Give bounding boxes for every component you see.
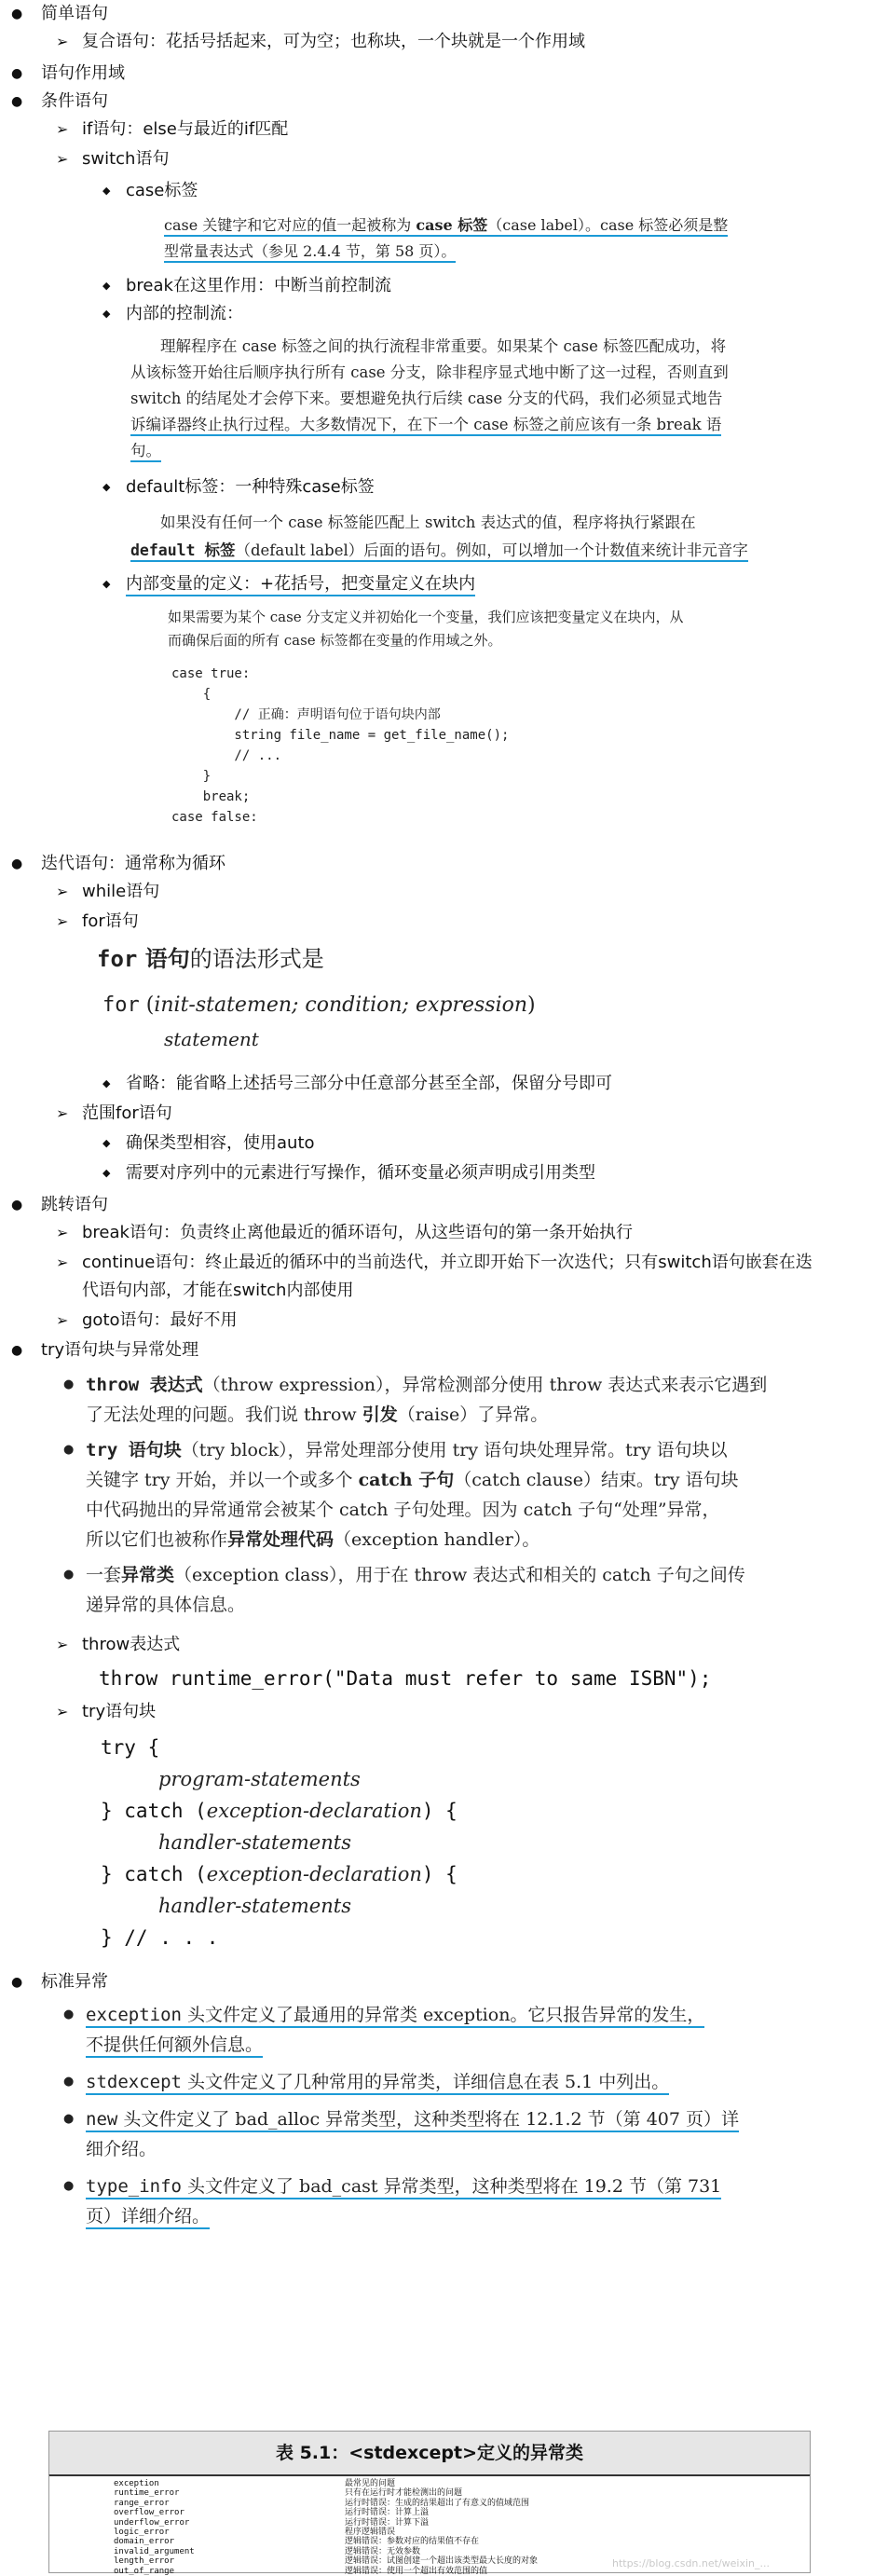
item-break-stmt: ➢ break语句：负责终止离他最近的循环语句，从这些语句的第一条开始执行: [0, 1219, 633, 1247]
item-try-block: ➢ try语句块: [0, 1698, 156, 1726]
table-cell-desc: 逻辑错误：使用一个超出有效范围的值: [345, 2566, 488, 2576]
table-row: [48, 2537, 809, 2546]
item-for: ➢ for语句: [0, 908, 139, 936]
table-cell-name: range_error: [114, 2498, 170, 2508]
item-compound-statement: ➢ 复合语句：花括号括起来，可为空；也称块，一个块就是一个作用域: [0, 28, 585, 56]
item-continue-stmt-cont: 代语句内部，才能在switch内部使用: [82, 1281, 354, 1300]
table-row: [48, 2479, 809, 2488]
table-cell-desc: 最常见的问题: [345, 2479, 396, 2488]
item-range-ref: ◆ 需要对序列中的元素进行写操作，循环变量必须声明成引用类型: [0, 1159, 595, 1187]
heading-iteration: ● 迭代语句：通常称为循环: [0, 850, 225, 878]
heading-simple-statements: ● 简单语句: [0, 0, 108, 28]
book-excerpt-case: case 关键字和它对应的值一起被称为 case 标签（case label）。case 标签必须是整 型常量表达式（参见 2.4.4 节，第 58 页）。: [164, 212, 728, 265]
table-row: [48, 2528, 809, 2537]
item-while: ➢ while语句: [0, 878, 159, 906]
table-cell-name: exception: [114, 2479, 159, 2488]
table-row: [48, 2499, 809, 2508]
table-cell-desc: 逻辑错误：无效参数: [345, 2546, 421, 2556]
heading-statement-scope: ● 语句作用域: [0, 60, 125, 88]
table-cell-desc: 运行时错误：计算上溢: [345, 2508, 430, 2518]
table-cell-desc: 运行时错误：计算下溢: [345, 2517, 430, 2528]
item-internal-flow: ◆ 内部的控制流：: [0, 300, 243, 328]
for-syntax-title: for 语句的语法形式是: [97, 945, 324, 972]
table-title: 表 5.1：<stdexcept>定义的异常类: [48, 2431, 811, 2476]
table-row: [48, 2488, 809, 2498]
item-range-for: ➢ 范围for语句: [0, 1100, 172, 1128]
item-switch: ➢ switch语句: [0, 145, 169, 173]
heading-jump: ● 跳转语句: [0, 1191, 108, 1219]
item-throw-expr: ➢ throw表达式: [0, 1631, 180, 1659]
table-cell-name: underflow_error: [114, 2517, 190, 2528]
table-cell-desc: 逻辑错误：参数对应的结果值不存在: [345, 2537, 480, 2547]
table-cell-desc: 只有在运行时才能检测出的问题: [345, 2488, 463, 2499]
table-row: [48, 2518, 809, 2528]
book-excerpt-std: ● exception 头文件定义了最通用的异常类 exception。它只报告异常的发生， 不提供任何额外信息。 ● stdexcept 头文件定义了几种常用的异常类，详细信息在表 5.1 中列出。 ● new 头文件定义了 bad_alloc 异常类型，这种类型将在 12.1.2 节（第 407 页）详 细介绍。 ● type_info 头文件定义了 bad_cast 异常类型，这种类型将在 19.2 节（第 731 页）详细介绍。: [63, 2000, 865, 2231]
book-excerpt-default: 如果没有任何一个 case 标签能匹配上 switch 表达式的值，程序将执行紧跟在 default 标签（default label）后面的语句。例如，可以增加一个计数值来统计非元音字: [130, 509, 748, 565]
for-syntax-statement: statement: [164, 1028, 259, 1050]
watermark: https://blog.csdn.net/weixin_...: [611, 2557, 770, 2569]
book-excerpt-exceptions: ● throw 表达式（throw expression），异常检测部分使用 throw 表达式来表示它遇到 了无法处理的问题。我们说 throw 引发（raise）了异常。 ● try 语句块（try block），异常处理部分使用 try 语句块处理异常。try 语句块以 关键字 try 开始，并以一个或多个 catch 子句（catch clause）结束。try 语句块 中代码抛出的异常通常会被某个 catch 子句处理。因为 catch 子句“处理”异常， 所以它们也被称作异常处理代码（exception handler）。 ● 一套异常类（exception class），用于在 throw 表达式和相关的 catch 子句之间传 递异常的具体信息。: [63, 1375, 768, 1615]
code-throw: throw runtime_error("Data must refer to same ISBN");: [99, 1667, 712, 1690]
book-excerpt-inner: 如果需要为某个 case 分支定义并初始化一个变量，我们应该把变量定义在块内，从 而确保后面的所有 case 标签都在变量的作用域之外。: [168, 609, 684, 649]
item-case-label: ◆ case标签: [0, 177, 198, 205]
code-try-syntax: try { program-statements } catch (exception-declaration) { handler-statements } catch (exception-declaration) { handler-statements } // . . .: [101, 1736, 457, 1949]
heading-try: ● try语句块与异常处理: [0, 1336, 198, 1364]
item-break-effect: ◆ break在这里作用：中断当前控制流: [0, 272, 391, 300]
table-cell-name: overflow_error: [114, 2508, 184, 2518]
table-cell-desc: 程序逻辑错误: [345, 2528, 396, 2537]
item-if: ➢ if语句：else与最近的if匹配: [0, 116, 288, 144]
item-range-auto: ◆ 确保类型相容，使用auto: [0, 1130, 315, 1158]
for-syntax: for (init-statemen; condition; expression): [102, 993, 536, 1017]
item-default-label: ◆ default标签：一种特殊case标签: [0, 473, 375, 501]
table-cell-name: logic_error: [114, 2528, 170, 2537]
table-cell-desc: 运行时错误：生成的结果超出了有意义的值域范围: [345, 2498, 530, 2508]
item-for-omit: ◆ 省略：能省略上述括号三部分中任意部分甚至全部，保留分号即可: [0, 1070, 612, 1098]
table-row: [48, 2547, 809, 2556]
table-row: [48, 2508, 809, 2517]
item-continue-stmt: ➢ continue语句：终止最近的循环中的当前迭代，并立即开始下一次迭代；只有switch语句嵌套在迭: [0, 1249, 813, 1277]
heading-conditional: ● 条件语句: [0, 88, 108, 116]
book-excerpt-flow: 理解程序在 case 标签之间的执行流程非常重要。如果某个 case 标签匹配成功，将 从该标签开始往后顺序执行所有 case 分支，除非程序显式地中断了这一过程，否则直到 switch 的结尾处才会停下来。要想避免执行后续 case 分支的代码，我们必须显式地告 诉编译器终止执行过程。大多数情况下，在下一个 case 标签之前应该有一条 break 语 句。: [130, 334, 729, 464]
heading-std-exceptions: ● 标准异常: [0, 1968, 108, 1996]
table-cell-name: out_of_range: [114, 2566, 175, 2576]
table-cell-name: length_error: [114, 2556, 175, 2567]
table-cell-desc: 逻辑错误：试图创建一个超出该类型最大长度的对象: [345, 2556, 539, 2567]
table-cell-name: domain_error: [114, 2537, 175, 2547]
code-case-block: case true: { // 正确：声明语句位于语句块内部 string file_name = get_file_name(); // ... } break; case false:: [171, 666, 510, 825]
table-cell-name: invalid_argument: [114, 2546, 195, 2556]
table-cell-name: runtime_error: [114, 2488, 180, 2499]
item-goto-stmt: ➢ goto语句：最好不用: [0, 1307, 238, 1335]
item-inner-var: ◆ 内部变量的定义：+花括号，把变量定义在块内: [0, 570, 475, 598]
